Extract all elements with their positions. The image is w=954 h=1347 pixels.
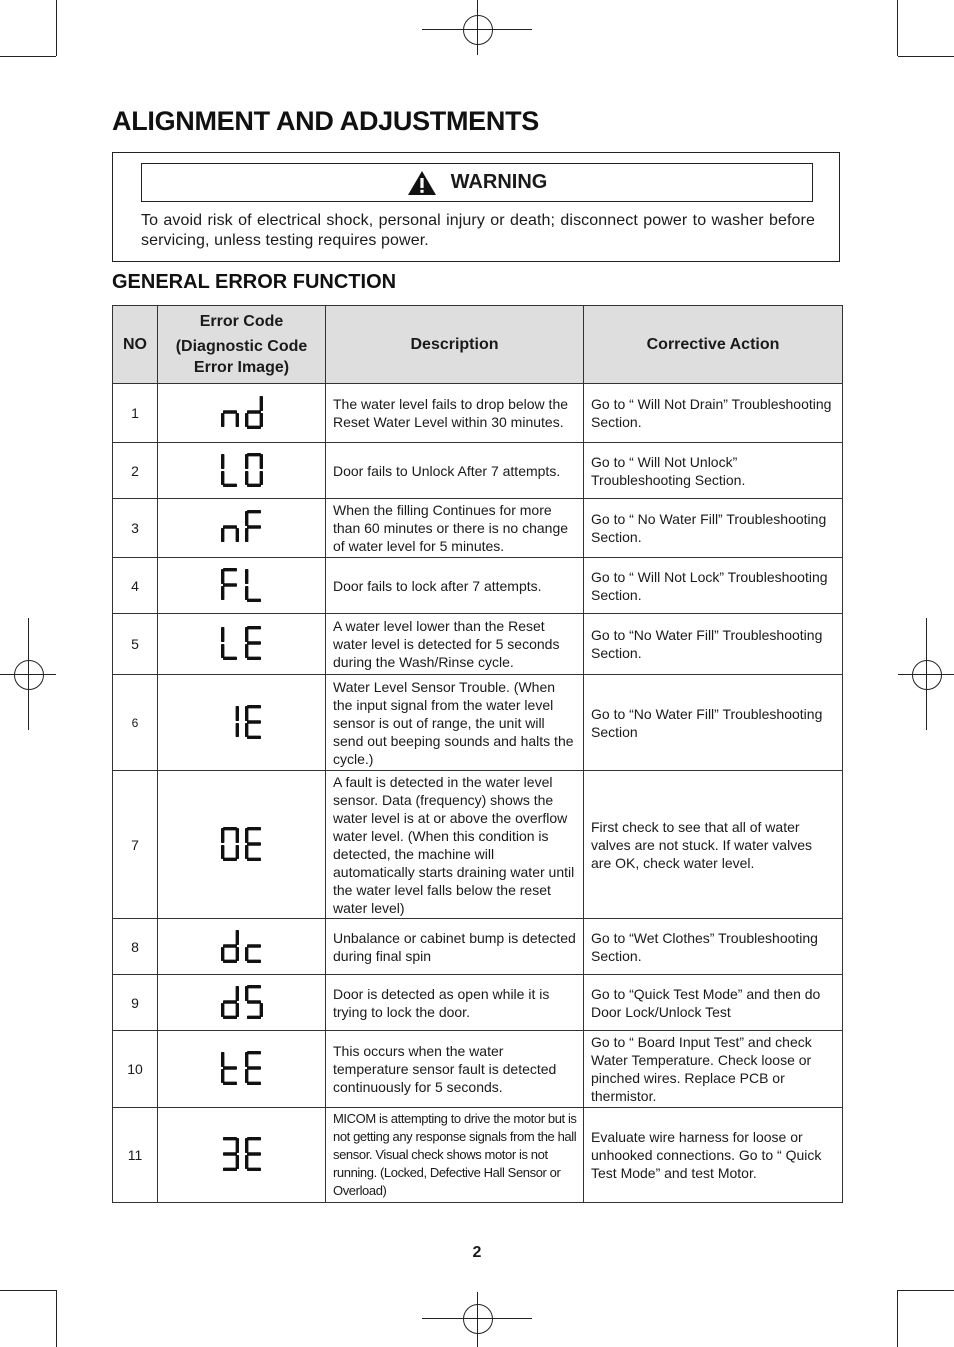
segment-g — [223, 1000, 237, 1003]
error-code-display — [212, 509, 272, 547]
warning-label: WARNING — [450, 171, 548, 193]
segment-d — [223, 483, 237, 486]
segment-e — [221, 1003, 224, 1017]
error-code-cell — [158, 975, 326, 1031]
row-number: 5 — [113, 614, 158, 675]
page-title: ALIGNMENT AND ADJUSTMENTS — [112, 106, 539, 136]
warning-triangle-icon — [407, 170, 437, 196]
segment-b — [235, 986, 238, 1001]
error-code-cell — [158, 558, 326, 614]
segment-e — [245, 586, 248, 600]
segment-e — [245, 1155, 248, 1169]
segment-d — [247, 483, 261, 486]
segment-f — [221, 569, 224, 584]
error-code-display — [212, 394, 272, 432]
error-code-display — [212, 1136, 272, 1174]
description-cell: MICOM is attempting to drive the motor but is not getting any response signals from the hall sensor. Visual check shows motor is not running. (Locked, Defective Hall Sensor or Overload) — [326, 1108, 584, 1203]
error-code-cell — [158, 614, 326, 675]
corrective-action-cell: Evaluate wire harness for loose or unhooked connections. Go to “ Quick Test Mode” and test Motor. — [584, 1108, 843, 1203]
segment-c — [259, 413, 262, 427]
row-number: 11 — [113, 1108, 158, 1203]
segment-e — [221, 586, 224, 600]
corrective-action-cell: Go to “No Water Fill” Troubleshooting Section — [584, 675, 843, 771]
segment-g — [247, 720, 261, 723]
section-title: GENERAL ERROR FUNCTION — [112, 271, 397, 293]
table-row — [113, 384, 843, 443]
segment-c — [235, 947, 238, 961]
error-code-display — [212, 452, 272, 490]
segment-d — [223, 1082, 237, 1085]
segment-e — [245, 947, 248, 961]
description-cell: This occurs when the water temperature sensor fault is detected continuously for 5 seconds. — [326, 1031, 584, 1108]
row-number: 8 — [113, 919, 158, 975]
segment-c — [235, 723, 238, 737]
header-error-code-line2: (Diagnostic Code Error Image) — [175, 338, 308, 376]
table-row — [113, 1031, 843, 1108]
error-code-cell — [158, 443, 326, 499]
segment-f — [245, 706, 248, 721]
segment-g — [247, 1066, 261, 1069]
table-header-row — [113, 306, 843, 384]
segment-e — [245, 413, 248, 427]
corrective-action-cell: Go to “Quick Test Mode” and then do Door Lock/Unlock Test — [584, 975, 843, 1031]
segment-e — [221, 947, 224, 961]
table-row — [113, 1108, 843, 1203]
corrective-action-cell: Go to “Wet Clothes” Troubleshooting Section. — [584, 919, 843, 975]
segment-e — [221, 845, 224, 859]
segment-b — [259, 396, 262, 411]
table-row — [113, 919, 843, 975]
segment-d — [223, 657, 237, 660]
error-code-cell — [158, 499, 326, 558]
error-function-table — [112, 305, 843, 1203]
segment-c — [259, 471, 262, 485]
page-number: 2 — [472, 1244, 482, 1261]
header-no: NO — [113, 306, 158, 384]
segment-a — [247, 1137, 261, 1140]
segment-f — [245, 569, 248, 584]
segment-e — [245, 471, 248, 485]
corrective-action-cell: Go to “ Will Not Drain” Troubleshooting Section. — [584, 384, 843, 443]
table-row — [113, 675, 843, 771]
segment-e — [221, 644, 224, 658]
error-code-cell — [158, 919, 326, 975]
error-code-display — [212, 984, 272, 1022]
segment-d — [223, 959, 237, 962]
segment-g — [223, 525, 237, 528]
error-code-cell — [158, 1031, 326, 1108]
error-code-display — [212, 567, 272, 605]
row-number: 10 — [113, 1031, 158, 1108]
segment-g — [247, 525, 261, 528]
segment-g — [223, 1152, 237, 1155]
row-number: 9 — [113, 975, 158, 1031]
segment-g — [247, 842, 261, 845]
segment-f — [221, 828, 224, 843]
row-number: 4 — [113, 558, 158, 614]
warning-banner — [141, 163, 813, 202]
segment-f — [245, 454, 248, 469]
segment-b — [259, 454, 262, 469]
header-corrective-action: Corrective Action — [584, 306, 843, 384]
segment-f — [245, 627, 248, 642]
segment-a — [247, 1051, 261, 1054]
row-number: 7 — [113, 771, 158, 919]
error-code-display — [212, 928, 272, 966]
segment-f — [245, 511, 248, 526]
description-cell: The water level fails to drop below the Reset Water Level within 30 minutes. — [326, 384, 584, 443]
segment-f — [245, 1138, 248, 1153]
segment-e — [245, 1069, 248, 1083]
segment-g — [247, 641, 261, 644]
warning-box — [112, 152, 840, 262]
segment-g — [247, 1000, 261, 1003]
table-row — [113, 614, 843, 675]
segment-c — [235, 1155, 238, 1169]
error-code-display — [212, 826, 272, 864]
error-code-cell — [158, 1108, 326, 1203]
segment-d — [223, 857, 237, 860]
row-number: 1 — [113, 384, 158, 443]
segment-d — [247, 657, 261, 660]
table-row — [113, 975, 843, 1031]
segment-a — [247, 510, 261, 513]
table-row — [113, 771, 843, 919]
header-error-code-line1: Error Code — [199, 313, 284, 330]
error-code-display — [212, 1050, 272, 1088]
segment-g — [247, 410, 261, 413]
description-cell: When the filling Continues for more than 60 minutes or there is no change of water level for 5 minutes. — [326, 499, 584, 558]
segment-f — [245, 828, 248, 843]
segment-g — [247, 944, 261, 947]
description-cell: Door fails to Unlock After 7 attempts. — [326, 443, 584, 499]
segment-b — [235, 828, 238, 843]
segment-a — [247, 827, 261, 830]
segment-d — [247, 1168, 261, 1171]
segment-b — [235, 1138, 238, 1153]
segment-e — [245, 723, 248, 737]
segment-c — [235, 528, 238, 542]
corrective-action-cell: Go to “ No Water Fill” Troubleshooting Section. — [584, 499, 843, 558]
segment-c — [235, 1003, 238, 1017]
segment-f — [221, 454, 224, 469]
segment-b — [235, 930, 238, 945]
segment-f — [221, 627, 224, 642]
segment-a — [223, 1137, 237, 1140]
segment-d — [223, 1168, 237, 1171]
segment-e — [221, 1069, 224, 1083]
segment-e — [245, 528, 248, 542]
segment-g — [223, 410, 237, 413]
error-code-display — [212, 625, 272, 663]
header-description: Description — [326, 306, 584, 384]
corrective-action-cell: Go to “ Board Input Test” and check Water Temperature. Check loose or pinched wires. Replace PCB or thermistor. — [584, 1031, 843, 1108]
segment-d — [247, 598, 261, 601]
segment-d — [247, 426, 261, 429]
error-code-cell — [158, 771, 326, 919]
description-cell: A fault is detected in the water level sensor. Data (frequency) shows the water level is at or above the overflow water level. (When this condition is detected, the machine will automatically starts draining water until the water level falls below the reset water level) — [326, 771, 584, 919]
segment-e — [245, 845, 248, 859]
header-error-code — [158, 306, 326, 384]
segment-e — [221, 413, 224, 427]
description-cell: Water Level Sensor Trouble. (When the input signal from the water level sensor is out of range, the unit will send out beeping sounds and halts the cycle.) — [326, 675, 584, 771]
row-number: 3 — [113, 499, 158, 558]
table-row — [113, 443, 843, 499]
segment-f — [221, 1052, 224, 1067]
description-cell: Unbalance or cabinet bump is detected during final spin — [326, 919, 584, 975]
segment-d — [247, 1015, 261, 1018]
segment-g — [223, 944, 237, 947]
description-cell: Door is detected as open while it is trying to lock the door. — [326, 975, 584, 1031]
segment-c — [235, 413, 238, 427]
error-code-cell — [158, 675, 326, 771]
corrective-action-cell: Go to “ Will Not Lock” Troubleshooting Section. — [584, 558, 843, 614]
segment-d — [247, 1082, 261, 1085]
segment-c — [235, 845, 238, 859]
row-number: 2 — [113, 443, 158, 499]
warning-text: To avoid risk of electrical shock, personal injury or death; disconnect power to washer before servicing, unless testing requires power. — [141, 212, 815, 249]
segment-g — [223, 1066, 237, 1069]
corrective-action-cell: Go to “No Water Fill” Troubleshooting Section. — [584, 614, 843, 675]
description-cell: A water level lower than the Reset water level is detected for 5 seconds during the Wash/Rinse cycle. — [326, 614, 584, 675]
row-number: 6 — [113, 675, 158, 771]
segment-a — [247, 626, 261, 629]
segment-g — [247, 1152, 261, 1155]
segment-e — [221, 528, 224, 542]
segment-d — [223, 1015, 237, 1018]
segment-a — [223, 827, 237, 830]
segment-f — [245, 986, 248, 1001]
segment-e — [221, 471, 224, 485]
segment-a — [247, 705, 261, 708]
description-cell: Door fails to lock after 7 attempts. — [326, 558, 584, 614]
segment-f — [245, 1052, 248, 1067]
segment-a — [247, 453, 261, 456]
error-code-display — [212, 704, 272, 742]
segment-d — [247, 735, 261, 738]
error-code-cell — [158, 384, 326, 443]
segment-c — [259, 1003, 262, 1017]
corrective-action-cell: Go to “ Will Not Unlock” Troubleshooting Section. — [584, 443, 843, 499]
table-row — [113, 558, 843, 614]
segment-a — [247, 985, 261, 988]
segment-g — [223, 583, 237, 586]
segment-a — [223, 568, 237, 571]
segment-b — [235, 706, 238, 721]
segment-d — [247, 857, 261, 860]
corrective-action-cell: First check to see that all of water valves are not stuck. If water valves are OK, check water level. — [584, 771, 843, 919]
segment-e — [245, 644, 248, 658]
segment-d — [247, 959, 261, 962]
table-row — [113, 499, 843, 558]
